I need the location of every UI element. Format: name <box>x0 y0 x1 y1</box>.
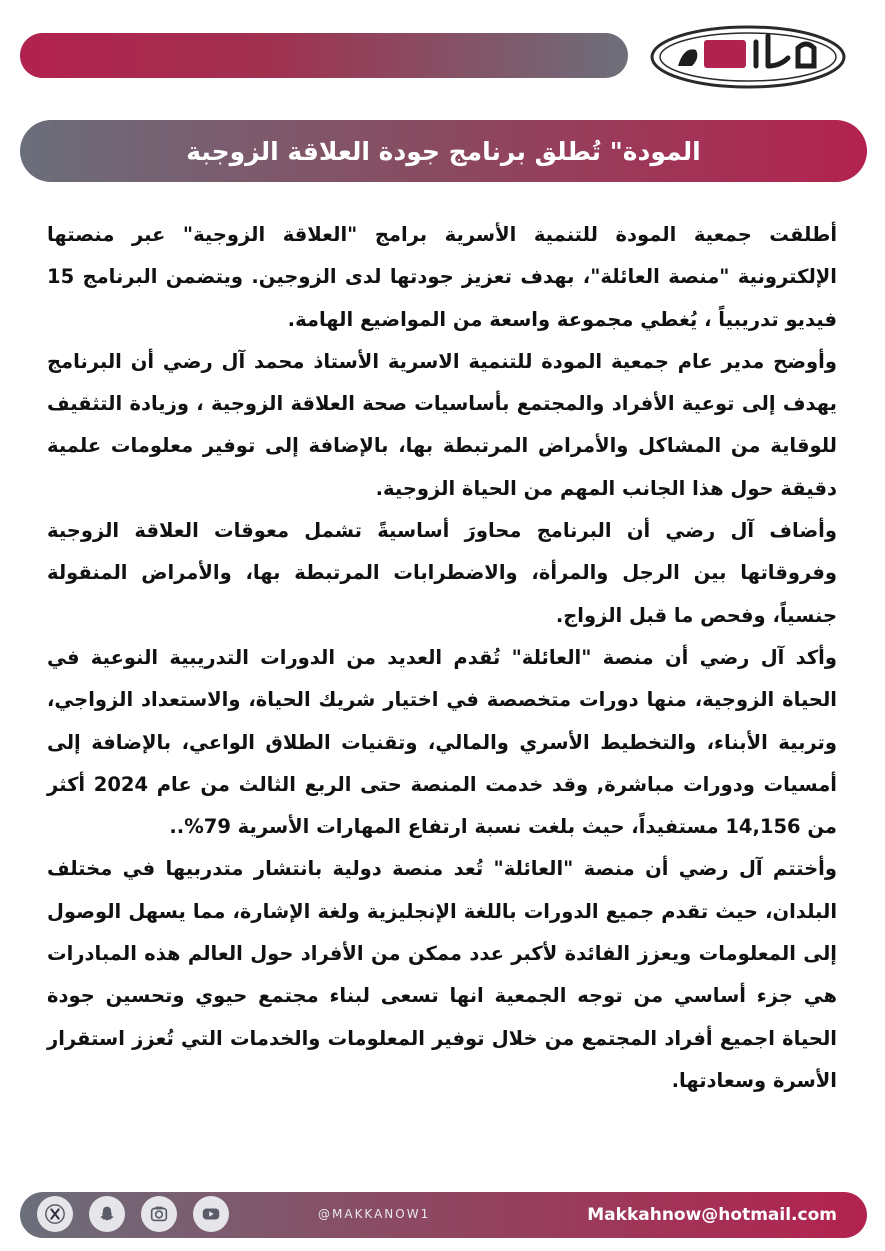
article-paragraph: وأوضح مدير عام جمعية المودة للتنمية الاسرية الأستاذ محمد آل رضي أن البرنامج يهدف إلى توعية الأفراد والمجتمع بأساسيات صحة العلاقة الزوجية ، وزيادة التثقيف للوقاية من المشاكل والأمراض المرتبطة بها، بالإضافة إلى توفير معلومات علمية دقيقة حول هذا الجانب المهم من الحياة الزوجية. <box>47 349 837 500</box>
article-paragraph: وأضاف آل رضي أن البرنامج محاورَ أساسيةً تشمل معوقات العلاقة الزوجية وفروقاتها بين الرجل والمرأة، والاضطرابات المرتبطة بها، والأمراض المنقولة جنسياً، وفحص ما قبل الزواج. <box>47 519 837 627</box>
article-paragraph: وأختتم آل رضي أن منصة "العائلة" تُعد منصة دولية بانتشار متدربيها في مختلف البلدان، حيث تقدم جميع الدورات باللغة الإنجليزية ولغة الإشارة، مما يسهل الوصول إلى المعلومات ويعزز الفائدة لأكبر عدد ممكن من الأفراد حول العالم هذه المبادرات هي جزء أساسي من توجه الجمعية انها تسعى لبناء مجتمع حيوي وتحسين جودة الحياة اجميع أفراد المجتمع من خلال توفير المعلومات والخدمات التي تُعزز استقرار الأسرة وسعادتها. <box>47 857 837 1092</box>
x-icon[interactable] <box>37 1196 73 1232</box>
youtube-icon[interactable] <box>193 1196 229 1232</box>
social-handle: @MAKKANOW1 <box>318 1207 431 1221</box>
contact-email[interactable]: Makkahnow@hotmail.com <box>587 1205 837 1225</box>
header-bar <box>20 33 628 78</box>
article-paragraph: أطلقت جمعية المودة للتنمية الأسرية برامج "العلاقة الزوجية" عبر منصتها الإلكترونية "منصة العائلة"، بهدف تعزيز جودتها لدى الزوجين. ويتضمن البرنامج 15 فيديو تدريبياً ، يُغطي مجموعة واسعة من المواضيع الهامة. <box>47 223 837 331</box>
instagram-icon[interactable] <box>141 1196 177 1232</box>
site-logo[interactable] <box>648 22 848 92</box>
snapchat-icon[interactable] <box>89 1196 125 1232</box>
social-icons <box>37 1196 229 1234</box>
article-body <box>47 214 837 1102</box>
article-paragraph: وأكد آل رضي أن منصة "العائلة" تُقدم العديد من الدورات التدريبية النوعية في الحياة الزوجية، منها دورات متخصصة في اختيار شريك الحياة، والاستعداد الزواجي، وتربية الأبناء، والتخطيط الأسري والمالي، وتقنيات الطلاق الواعي، بالإضافة إلى أمسيات ودورات مباشرة, وقد خدمت المنصة حتى الربع الثالث من عام 2024 أكثر من 14,156 مستفيداً، حيث بلغت نسبة ارتفاع المهارات الأسرية 79%.. <box>47 645 837 839</box>
page-title: المودة" تُطلق برنامج جودة العلاقة الزوجبة <box>186 136 701 166</box>
title-banner <box>20 120 867 182</box>
footer-bar <box>20 1192 867 1238</box>
logo-graphic <box>648 22 848 92</box>
